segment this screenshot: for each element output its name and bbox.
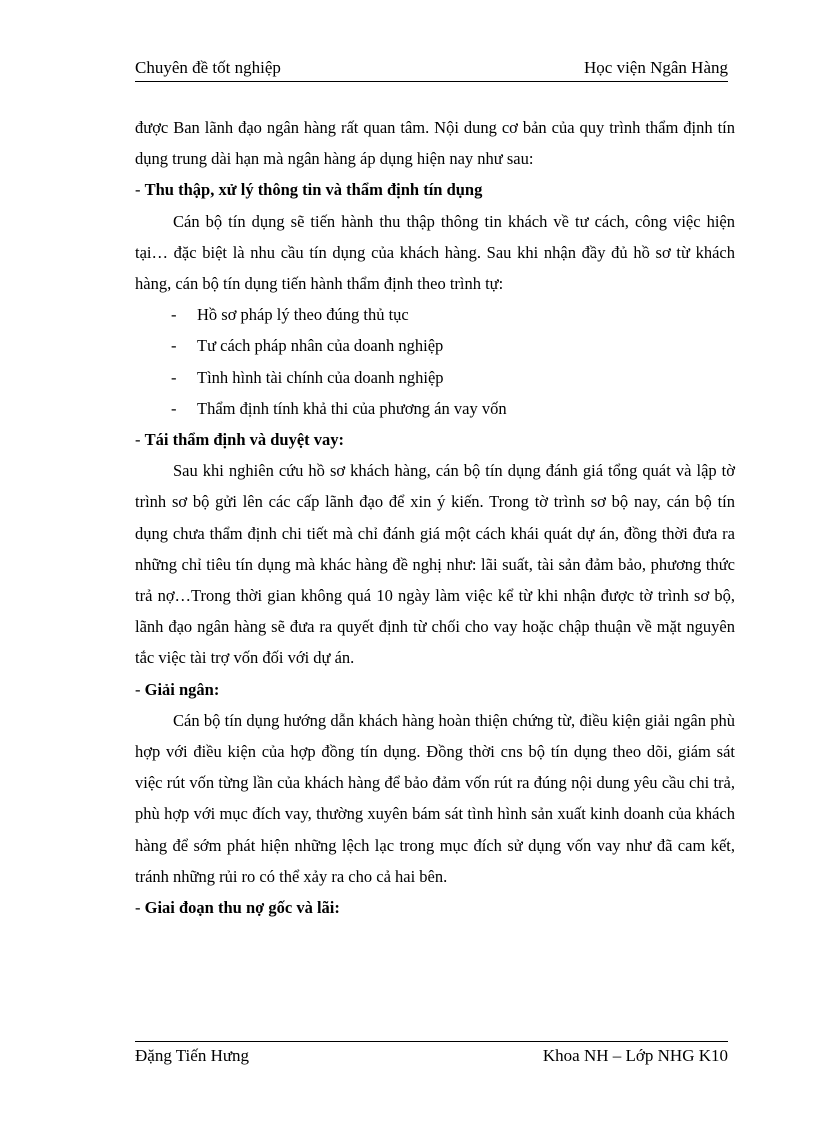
list-item [135,330,735,361]
list-item [135,393,735,424]
section-heading-collection [135,892,735,923]
list-marker: - [171,336,177,356]
list-marker: - [171,398,177,418]
heading-text: Tái thẩm định và duyệt vay: [144,430,345,450]
section-heading-disbursement [135,674,735,705]
heading-text: Thu thập, xử lý thông tin và thẩm định tín dụng [144,180,483,200]
page-header [135,55,728,82]
heading-prefix: - [135,898,145,918]
list-item-text: Tư cách pháp nhân của doanh nghiệp [197,336,444,356]
paragraph-disbursement: Cán bộ tín dụng hướng dẫn khách hàng hoàn thiện chứng từ, điều kiện giải ngân phù hợp với điều kiện của hợp đồng tín dụng. Đồng thời cns bộ tín dụng theo dõi, giám sát việc rút vốn từng lần của khách hàng để bảo đảm vốn rút ra đúng nội dung yêu cầu chi trả, phù hợp với mục đích vay, thường xuyên bám sát tình hình sản xuất kinh doanh của khách hàng để sớm phát hiện những lệch lạc trong mục đích sử dụng vốn vay như đã cam kết, tránh những rủi ro có thể xảy ra cho cả hai bên. [135,710,735,886]
header-institution: Học viện Ngân Hàng [584,58,728,77]
appraisal-list [135,299,735,424]
heading-text: Giải ngân: [144,679,220,699]
footer-author: Đặng Tiến Hưng [135,1046,250,1065]
section-heading-reappraisal [135,424,735,455]
section-heading-collect [135,174,735,205]
paragraph-collect: Cán bộ tín dụng sẽ tiến hành thu thập thông tin khách về tư cách, công việc hiện tại… đặc biệt là nhu cầu tín dụng của khách hàng. Sau khi nhận đầy đủ hồ sơ từ khách hàng, cán bộ tín dụng tiến hành thẩm định theo trình tự: [135,211,735,294]
list-item [135,299,735,330]
list-item-text: Thẩm định tính khả thi của phương án vay vốn [197,398,507,418]
list-marker: - [171,367,177,387]
footer-class: Khoa NH – Lớp NHG K10 [542,1046,728,1065]
heading-prefix: - [135,679,145,699]
heading-text: Giai đoạn thu nợ gốc và lãi: [144,898,340,918]
heading-prefix: - [135,430,145,450]
list-item [135,362,735,393]
header-title: Chuyên đề tốt nghiệp [135,58,281,77]
list-marker: - [171,305,177,325]
page-footer [135,1041,728,1072]
paragraph-intro: được Ban lãnh đạo ngân hàng rất quan tâm. Nội dung cơ bản của quy trình thẩm định tín dụng trung dài hạn mà ngân hàng áp dụng hiện nay như sau: [135,118,735,169]
list-item-text: Hồ sơ pháp lý theo đúng thủ tục [197,305,409,325]
heading-prefix: - [135,180,145,200]
page-body [135,112,735,923]
paragraph-reappraisal: Sau khi nghiên cứu hồ sơ khách hàng, cán bộ tín dụng đánh giá tổng quát và lập tờ trình sơ bộ gửi lên các cấp lãnh đạo để xin ý kiến. Trong tờ trình sơ bộ nay, cán bộ tín dụng chưa thẩm định chi tiết mà chỉ đánh giá một cách khái quát dự án, đồng thời đưa ra những chỉ tiêu tín dụng mà khác hàng đề nghị như: lãi suất, tài sản đảm bảo, phương thức trả nợ…Trong thời gian không quá 10 ngày làm việc kể từ khi nhận được tờ trình sơ bộ, lãnh đạo ngân hàng sẽ đưa ra quyết định từ chối cho vay hoặc chập thuận về mặt nguyên tắc việc tài trợ vốn đối với dự án. [135,461,735,668]
list-item-text: Tình hình tài chính của doanh nghiệp [197,367,444,387]
